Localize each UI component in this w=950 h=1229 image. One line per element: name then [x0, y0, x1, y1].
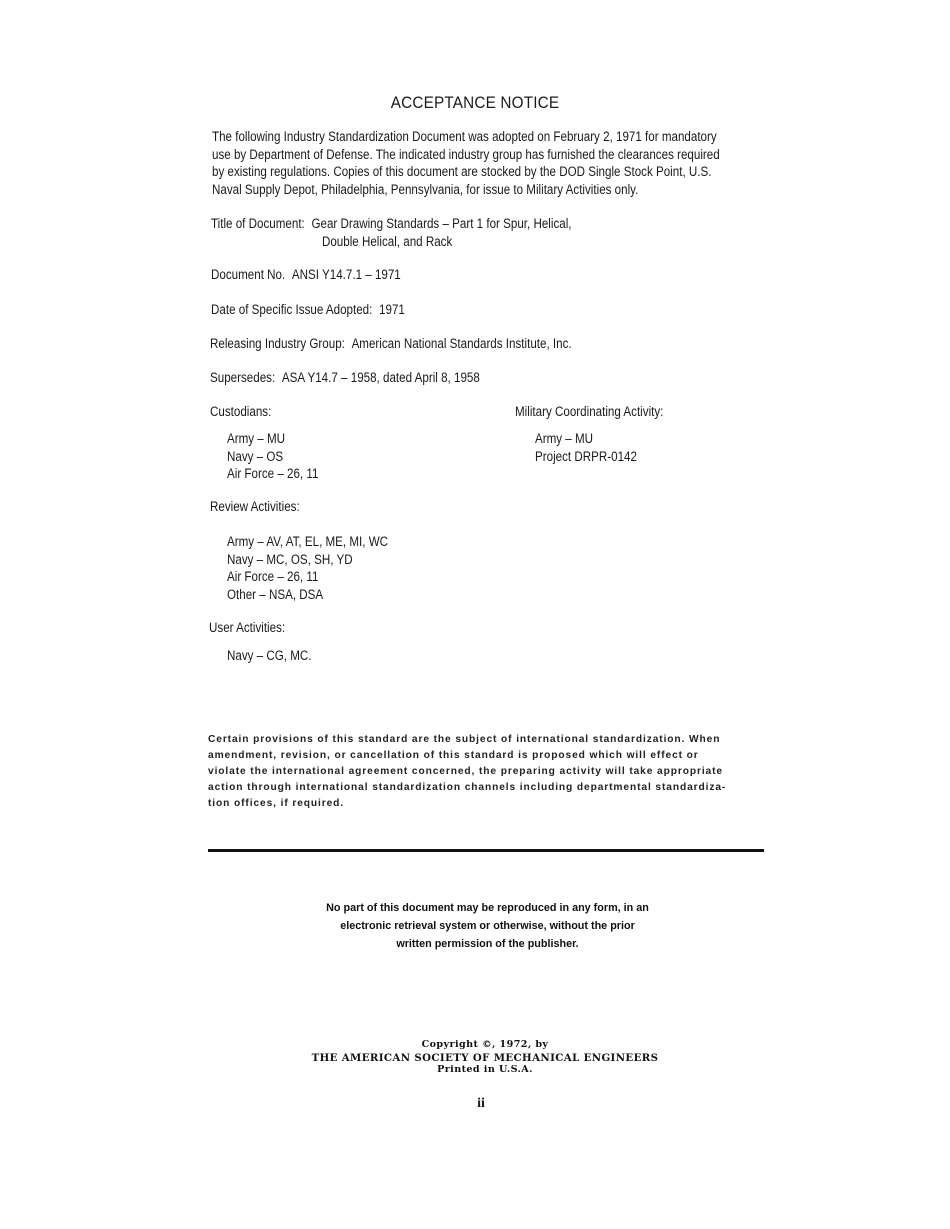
user-activities-list: [227, 647, 312, 665]
horizontal-divider: [208, 849, 764, 852]
note-line: violate the international agreement concerned, the preparing activity will take appropriate: [208, 766, 723, 777]
intro-line: use by Department of Defense. The indicated industry group has furnished the clearances required: [212, 146, 720, 162]
copyright-line: Copyright ©, 1972, by: [421, 1039, 549, 1050]
intro-line: Naval Supply Depot, Philadelphia, Pennsylvania, for issue to Military Activities only.: [212, 181, 639, 197]
notice-line: No part of this document may be reproduced in any form, in an: [326, 902, 649, 914]
publisher-name: THE AMERICAN SOCIETY OF MECHANICAL ENGINEERS: [311, 1051, 659, 1064]
date-adopted-value: 1971: [379, 302, 405, 317]
note-line: tion offices, if required.: [208, 798, 345, 809]
list-item: Army – MU: [227, 431, 286, 446]
review-activities-list: [227, 533, 388, 603]
review-activities-heading: Review Activities:: [210, 499, 300, 514]
title-of-document-field: [211, 215, 572, 250]
title-of-document-value-line2: Double Helical, and Rack: [321, 233, 453, 249]
date-adopted-field: [211, 302, 405, 317]
title-of-document-label: Title of Document:: [211, 216, 305, 231]
list-item: Air Force – 26, 11: [227, 466, 319, 481]
list-item: Army – AV, AT, EL, ME, MI, WC: [227, 534, 389, 549]
notice-line: electronic retrieval system or otherwise, without the prior: [340, 920, 635, 932]
list-item: Project DRPR-0142: [535, 448, 637, 464]
document-number-value: ANSI Y14.7.1 – 1971: [291, 267, 401, 282]
printed-in: Printed in U.S.A.: [437, 1064, 533, 1075]
note-line: Certain provisions of this standard are the subject of international standardization. When: [208, 734, 721, 745]
date-adopted-label: Date of Specific Issue Adopted:: [211, 302, 373, 317]
user-activities-heading: User Activities:: [209, 620, 286, 635]
list-item: Navy – MC, OS, SH, YD: [227, 551, 353, 567]
list-item: Navy – CG, MC.: [227, 648, 312, 663]
releasing-group-value: American National Standards Institute, Inc.: [351, 336, 572, 351]
note-line: amendment, revision, or cancellation of this standard is proposed which will effect or: [208, 750, 699, 761]
reproduction-notice: [0, 899, 950, 953]
military-coordinating-list: [535, 430, 637, 465]
custodians-heading: Custodians:: [210, 404, 272, 419]
notice-line: written permission of the publisher.: [396, 938, 579, 950]
custodians-list: [227, 430, 318, 483]
releasing-group-field: [210, 336, 572, 351]
document-number-label: Document No.: [211, 267, 286, 282]
international-standardization-note: [208, 732, 773, 812]
intro-line: The following Industry Standardization Document was adopted on February 2, 1971 for mandatory: [212, 129, 717, 144]
list-item: Air Force – 26, 11: [227, 569, 319, 584]
supersedes-field: [210, 370, 480, 385]
list-item: Navy – OS: [227, 448, 284, 464]
title-of-document-value-line1: Gear Drawing Standards – Part 1 for Spur, Helical,: [311, 216, 572, 231]
page-number: ii: [477, 1096, 485, 1111]
copyright-block: [0, 1039, 950, 1077]
intro-line: by existing regulations. Copies of this document are stocked by the DOD Single Stock Point, U.S.: [212, 164, 712, 179]
supersedes-label: Supersedes:: [210, 370, 276, 385]
releasing-group-label: Releasing Industry Group:: [210, 336, 345, 351]
note-line: action through international standardization channels including departmental standardiza-: [208, 782, 727, 793]
list-item: Army – MU: [535, 431, 594, 446]
list-item: Other – NSA, DSA: [227, 586, 324, 602]
supersedes-value: ASA Y14.7 – 1958, dated April 8, 1958: [281, 370, 480, 385]
document-number-field: [211, 267, 401, 282]
military-coordinating-heading: Military Coordinating Activity:: [515, 404, 664, 419]
intro-paragraph: [212, 128, 720, 198]
page-title: ACCEPTANCE NOTICE: [390, 93, 560, 112]
